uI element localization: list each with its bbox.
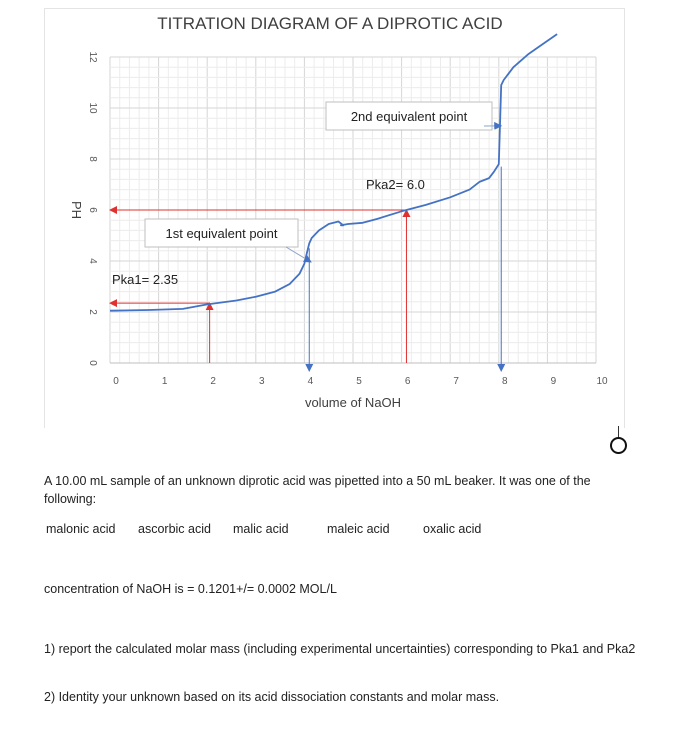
option-malonic: malonic acid bbox=[46, 522, 116, 536]
x-tick-label: 5 bbox=[356, 376, 362, 387]
option-oxalic: oxalic acid bbox=[423, 522, 482, 536]
question-2: 2) Identity your unknown based on its acid dissociation constants and molar mass. bbox=[44, 690, 500, 704]
x-axis-label: volume of NaOH bbox=[304, 395, 402, 410]
question-1: 1) report the calculated molar mass (including experimental uncertainties) corresponding to Pka1 and Pka2 bbox=[44, 642, 636, 656]
option-maleic: maleic acid bbox=[327, 522, 390, 536]
x-tick-label: 3 bbox=[259, 376, 265, 387]
x-tick-label: 4 bbox=[307, 376, 314, 387]
x-tick-label: 9 bbox=[550, 376, 557, 387]
problem-intro: A 10.00 mL sample of an unknown diprotic acid was pipetted into a 50 mL beaker. It was one of the following: bbox=[44, 474, 591, 506]
y-tick-label: 8 bbox=[87, 156, 98, 162]
option-ascorbic: ascorbic acid bbox=[138, 522, 211, 536]
x-tick-label: 0 bbox=[113, 376, 119, 387]
naoh-concentration: concentration of NaOH is = 0.1201+/= 0.0002 MOL/L bbox=[44, 582, 337, 596]
y-tick-label: 12 bbox=[87, 51, 98, 63]
y-tick-label: 0 bbox=[87, 360, 98, 366]
text-cursor-icon bbox=[608, 426, 628, 456]
x-tick-label: 2 bbox=[210, 376, 216, 387]
x-tick-label: 7 bbox=[453, 376, 459, 387]
x-tick-label: 10 bbox=[596, 376, 608, 387]
first-equivalent-label: 1st equivalent point bbox=[165, 226, 278, 241]
y-tick-label: 6 bbox=[87, 207, 98, 213]
chart-title: TITRATION DIAGRAM OF A DIPROTIC ACID bbox=[157, 14, 503, 33]
y-axis-label: PH bbox=[69, 200, 84, 220]
option-malic: malic acid bbox=[233, 522, 289, 536]
y-tick-label: 4 bbox=[87, 258, 98, 264]
pka1-label: Pka1= 2.35 bbox=[112, 272, 179, 287]
y-tick-label: 10 bbox=[87, 102, 98, 114]
x-tick-label: 8 bbox=[502, 376, 508, 387]
second-equivalent-label: 2nd equivalent point bbox=[350, 109, 468, 124]
x-tick-label: 6 bbox=[404, 376, 411, 387]
y-tick-label: 2 bbox=[87, 309, 98, 315]
pka2-label: Pka2= 6.0 bbox=[366, 177, 425, 192]
x-tick-label: 1 bbox=[161, 376, 168, 387]
